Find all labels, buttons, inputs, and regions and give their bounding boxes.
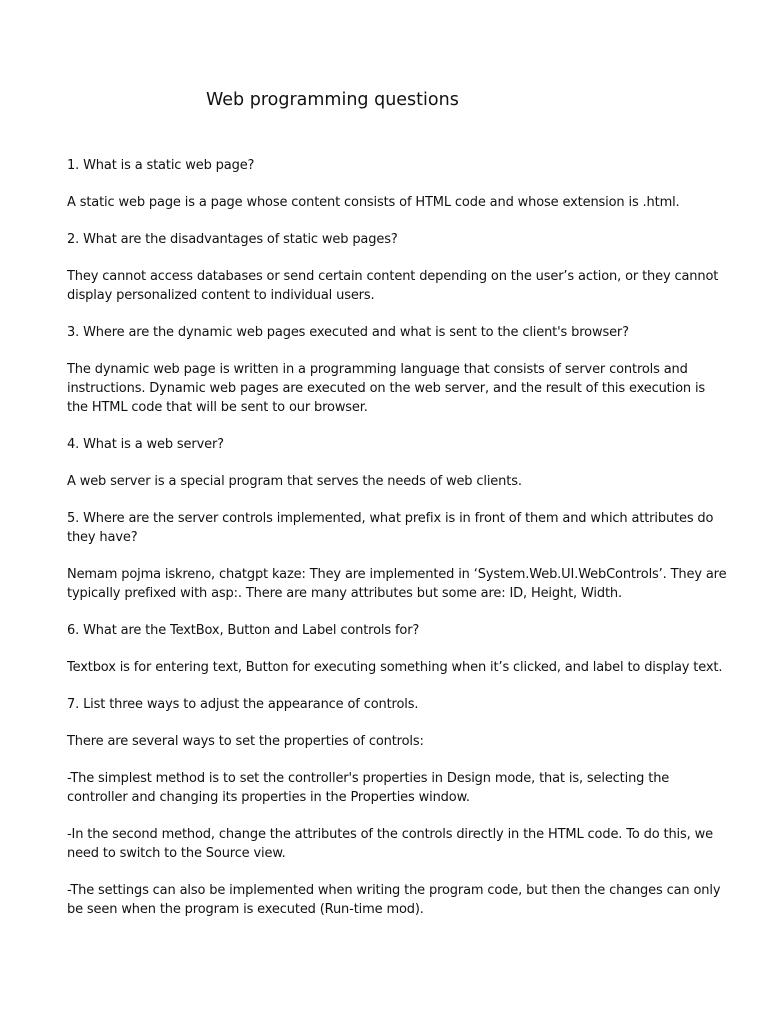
question-5: 5. Where are the server controls implemented, what prefix is in front of them and which attributes do they have? — [67, 511, 714, 545]
answer-7-method-2: -In the second method, change the attributes of the controls directly in the HTML code. To do this, we need to switch to the Source view. — [67, 827, 713, 861]
answer-5: Nemam pojma iskreno, chatgpt kaze: They are implemented in ‘System.Web.UI.WebControls’. They are typically prefixed with asp:. There are many attributes but some are: ID, Height, Width. — [67, 567, 727, 601]
question-2: 2. What are the disadvantages of static web pages? — [67, 232, 398, 247]
question-4: 4. What is a web server? — [67, 437, 224, 452]
answer-4: A web server is a special program that serves the needs of web clients. — [67, 474, 522, 489]
answer-7-method-3: -The settings can also be implemented when writing the program code, but then the changes can only be seen when the program is executed (Run-time mod). — [67, 883, 721, 917]
question-6: 6. What are the TextBox, Button and Label controls for? — [67, 623, 420, 638]
page-title: Web programming questions — [206, 90, 459, 110]
answer-1: A static web page is a page whose content consists of HTML code and whose extension is .html. — [67, 195, 680, 210]
answer-3: The dynamic web page is written in a programming language that consists of server controls and instructions. Dynamic web pages are executed on the web server, and the result of this execution is the HTML code that will be sent to our browser. — [67, 362, 706, 415]
question-1: 1. What is a static web page? — [67, 158, 255, 173]
answer-7-intro: There are several ways to set the properties of controls: — [67, 734, 424, 749]
answer-7-method-1: -The simplest method is to set the controller's properties in Design mode, that is, selecting the controller and changing its properties in the Properties window. — [67, 771, 670, 805]
document-body — [67, 156, 727, 937]
answer-6: Textbox is for entering text, Button for executing something when it’s clicked, and label to display text. — [67, 660, 723, 675]
question-3: 3. Where are the dynamic web pages executed and what is sent to the client's browser? — [67, 325, 629, 340]
question-7: 7. List three ways to adjust the appearance of controls. — [67, 697, 419, 712]
answer-2: They cannot access databases or send certain content depending on the user’s action, or they cannot display personalized content to individual users. — [67, 269, 719, 303]
